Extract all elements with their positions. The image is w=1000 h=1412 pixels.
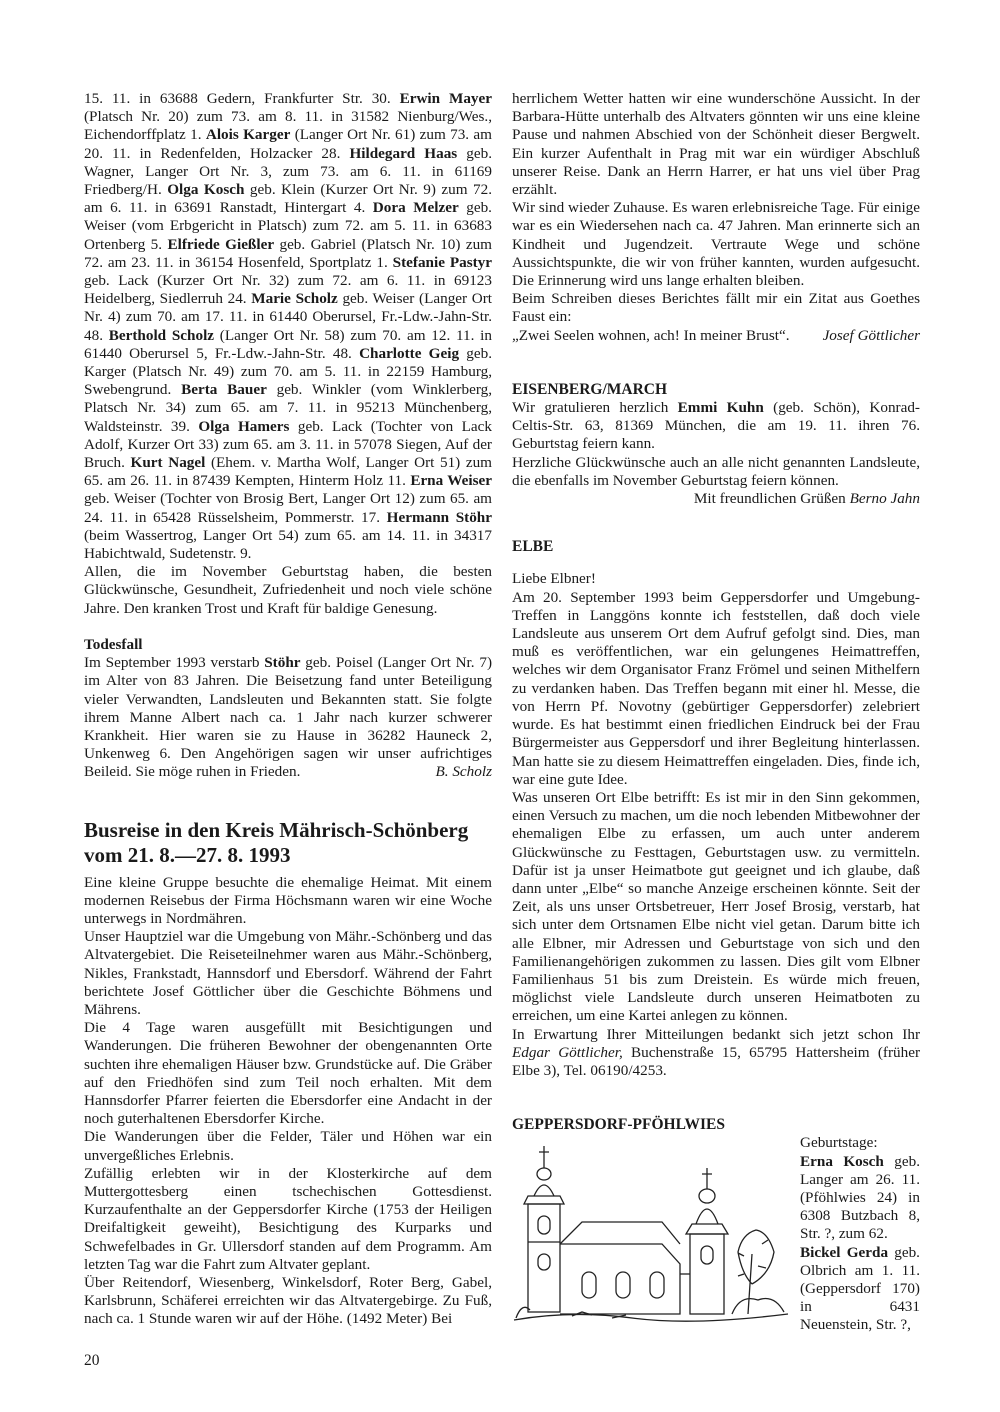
busreise-paragraph: Die Wanderungen über die Felder, Täler und Höhen war ein unvergeßliches Erlebnis. xyxy=(84,1128,492,1164)
eisenberg-closing: Mit freundlichen Grüßen Berno Jahn xyxy=(693,490,920,508)
birthday-name: Marie Scholz xyxy=(251,290,338,308)
busreise-paragraph: Zufällig erlebten wir in der Klosterkirche auf dem Muttergottesberg einen tschechischen Gottesdienst. Kurzaufenthalte an der Geppersdorfer Kirche (1753 der Heiligen Dreifaltigkeit geweiht), Besichtigung des Kurparks und Schwefelbades in Gr. Ullersdorf standen auf dem Programm. Am letzten Tag war die Fahrt zum Altvater geplant. xyxy=(84,1164,492,1273)
geppersdorf-heading: GEPPERSDORF-PFÖHLWIES xyxy=(512,1116,726,1134)
goethe-quote: „Zwei Seelen wohnen, ach! In meiner Brust“. Josef Göttlicher xyxy=(512,326,920,344)
birthday-name: Erwin Mayer xyxy=(399,90,492,107)
geppersdorf-label: Geburtstage: xyxy=(800,1134,878,1152)
birthday-details: (Langer Ort Nr. 61) zum 73. am 20. 11. in Redenfelden, Holzacker 28. xyxy=(84,126,492,162)
busreise-title-line2: vom 21. 8.—27. 8. 1993 xyxy=(84,842,291,867)
birthday-details: geb. Weiser (Langer Ort Nr. 4) zum 70. am 17. 11. in 61440 Oberursel, Fr.-Ldw.-Jahn-Str. 48. xyxy=(84,290,492,344)
birthday-name: Kurt Nagel xyxy=(130,454,206,472)
birthday-details: geb. Winkler (vom Winklerberg, Platsch Nr. 34) zum 65. am 7. 11. in 95213 Münchenberg, Waldsteinstr. 39. xyxy=(84,381,492,435)
birthday-name: Hildegard Haas xyxy=(349,144,458,162)
eisenberg-signature: Berno Jahn xyxy=(849,490,920,508)
page-number: 20 xyxy=(84,1352,100,1369)
deceased-name: Stöhr xyxy=(264,654,301,672)
busreise-paragraph: Unser Hauptziel war die Umgebung von Mähr.-Schönberg und das Altvatergebiet. Die Reiseteilnehmer waren aus Mähr.-Schönberg, Nikles, Frankstadt, Hannsdorf und Ebersdorf. Während der Fahrt berichtete Josef Göttlicher über die Geschichte Böhmens und Mährens. xyxy=(84,928,492,1018)
birthday-name: Dora Melzer xyxy=(372,199,459,217)
birthday-name: Stefanie Pastyr xyxy=(392,253,492,271)
geppersdorf-birthdays xyxy=(800,1134,920,1334)
busreise-paragraph: Über Reitendorf, Wiesenberg, Winkelsdorf, Roter Berg, Gabel, Karlsbrunn, Schäferei erreichten wir das Altvatergebirge. Zu Fuß, nach ca. 1 Stunde waren wir auf der Höhe. (1492 Meter) Bei xyxy=(84,1273,492,1328)
birthday-details: geb. Wagner, Langer Ort Nr. 3, zum 73. am 6. 11. in 61169 Friedberg/H. xyxy=(84,144,492,199)
birthday-details: geb. Karger (Platsch Nr. 49) zum 70. am 5. 11. in 22159 Hamburg, Swebengrund. xyxy=(84,344,492,399)
birthday-details: (Ehem. v. Martha Wolf, Langer Ort 51) zum 65. am 26. 11. in 87439 Kempten, Hinterm Holz 11. xyxy=(84,454,492,490)
birthday-details: geb. Weiser (vom Erbgericht in Platsch) zum 72. am 5. 11. in 63683 Ortenberg 5. xyxy=(84,199,492,253)
birthday-name: Olga Kosch xyxy=(167,181,245,199)
busreise-paragraph: Eine kleine Gruppe besuchte die ehemalige Heimat. Mit einem modernen Reisebus der Firma Höchsmann waren wir eine Woche unterwegs in Nordmähren. xyxy=(84,873,492,927)
elbe-paragraph: Am 20. September 1993 beim Geppersdorfer und Umgebung-Treffen in Langgöns konnte ich feststellen, daß doch viele Landsleute aus unserem Ort dem Aufruf gefolgt sind. Dies, man muß es veröffentlichen, war ein gelungenes Heimattreffen, welches wir dem Organisator Franz Frömel und seinen Mithelfern zu verdanken haben. Das Treffen begann mit einer hl. Messe, die von Herrn Pf. Novotny (gebürtiger Geppersdorfer) zelebriert wurde. Es hat bestimmt einen friedlichen Eindruck bei der Frau Bürgermeister aus Geppersdorf und ihrer Begleitung hinterlassen. Man hatte sie zu diesem Heimattreffen eingeladen. Dies, finde ich, war eine gute Idee. xyxy=(512,588,920,788)
elbe-salutation: Liebe Elbner! xyxy=(512,570,596,588)
elbe-paragraph: Was unseren Ort Elbe betrifft: Es ist mir in den Sinn gekommen, einen Versuch zu machen, um die noch lebenden Mitbewohner der ehemaligen Elbe zu erfassen, um auch unter anderem Glückwünsche zu Festtagen, Geburtstagen usw. zu vermitteln. Dafür ist ja unser Heimatbote gut geeignet und ich glaube, daß dann unter „Elbe“ so manche Anzeige erscheinen könnte. Seit der Zeit, als uns unser Ortsbetreuer, Herr Josef Brosig, verstarb, hat sich unter dem Ortsnamen Elbe nicht viel getan. Darum bitte ich alle Elbner, mir Adressen und Geburtstage von sich und den Familienangehörigen zukommen zu lassen. Dies gilt vom Elbner Familienhaus 51 bis zum Dreistein. Es würde mich freuen, möglichst viele Landsleute durch unseren Heimatboten zu erreichen, um eine Kartei anlegen zu können. xyxy=(512,788,920,1025)
birthday-details: geb. Weiser (Tochter von Brosig Bert, Langer Ort 12) zum 65. am 24. 11. in 65428 Rüsselsheim, Pommerstr. 17. xyxy=(84,490,492,526)
elbe-author: Edgar Göttlicher, xyxy=(512,1043,623,1061)
birthday-name: Elfriede Gießler xyxy=(167,235,275,253)
busreise-continued: Beim Schreiben dieses Berichtes fällt mir ein Zitat aus Goethes Faust ein: xyxy=(512,290,920,326)
birthday-details: (Platsch Nr. 20) zum 73. am 8. 11. in 31582 Nienburg/Wes., Eichendorffplatz 1. xyxy=(84,108,492,144)
elbe-paragraph: In Erwartung Ihrer Mitteilungen bedankt sich jetzt schon Ihr Edgar Göttlicher, Buchenstraße 15, 65795 Hattersheim (früher Elbe 3), Tel. 06190/4253. xyxy=(512,1025,920,1079)
geppersdorf-entry: Erna Kosch geb. Langer am 26. 11. (Pföhlwies 24) in 6308 Butzbach 8, Str. ?, zum 62. xyxy=(800,1152,920,1243)
birthday-details: 15. 11. in 63688 Gedern, Frankfurter Str. 30. xyxy=(84,90,400,107)
birthday-name: Charlotte Geig xyxy=(359,344,460,362)
eisenberg-text: Wir gratulieren herzlich Emmi Kuhn (geb. Schön), Konrad-Celtis-Str. 63, 81369 München, die am 19. 11. ihren 76. Geburtstag feiern kann. xyxy=(512,399,920,453)
birthday-details: geb. Klein (Kurzer Ort Nr. 9) zum 72. am 6. 11. in 63691 Ranstadt, Hintergart 4. xyxy=(84,181,492,217)
todesfall-text: Im September 1993 verstarb Stöhr geb. Poisel (Langer Ort Nr. 7) im Alter von 83 Jahren. Die Beisetzung fand unter Beteiligung vieler Verwandten, Landsleuten und Bekannten statt. Sie folgte ihrem Manne Albert nach ca. 1 Jahr nach kurzer schwerer Krankheit. Hier waren sie zu Hause in 36282 Hauneck 2, Unkenweg 6. Den Angehörigen sagen wir unser aufrichtiges Beileid. Sie möge ruhen in Frieden. B. Scholz xyxy=(84,654,492,781)
busreise-continued: herrlichem Wetter hatten wir eine wunderschöne Aussicht. In der Barbara-Hütte unterhalb des Altvaters gönnten wir uns eine kleine Pause und nahmen Abschied von der Schönheit dieser Bergwelt. Ein kurzer Aufenthalt in Prag mit war ein würdiger Abschluß unserer Reise. Dank an Herrn Harrer, er hat uns viel über Prag erzählt. xyxy=(512,90,920,199)
birthday-details: geb. Lack (Tochter von Lack Adolf, Kurzer Ort 33) zum 65. am 3. 11. in 57078 Siegen, Auf der Bruch. xyxy=(84,417,493,472)
birthday-name: Berthold Scholz xyxy=(108,326,215,344)
geppersdorf-name: Bickel Gerda xyxy=(800,1243,889,1261)
eisenberg-heading: EISENBERG/MARCH xyxy=(512,380,668,398)
busreise-continued: Wir sind wieder Zuhause. Es waren erlebnisreiche Tage. Für einige war es ein Wiedersehen nach ca. 47 Jahren. Man erinnerte sich an Kindheit und Jugendzeit. Vertraute Wege und schöne Aussichtspunkte, die wir von früher kannten, wurden aufgesucht. Die Erinnerung wird uns lange erhalten bleiben. xyxy=(512,199,920,290)
birthday-name: Erna Weiser xyxy=(410,472,493,490)
busreise-title-line1: Busreise in den Kreis Mährisch-Schönberg xyxy=(84,817,469,842)
geppersdorf-entry: Bickel Gerda geb. Olbrich am 1. 11. (Geppersdorf 170) in 6431 Neuenstein, Str. ?, xyxy=(800,1243,920,1334)
busreise-paragraph: Die 4 Tage waren ausgefüllt mit Besichtigungen und Wanderungen. Die früheren Bewohner der obengenannten Orte suchten ihre ehemaligen Häuser bzw. Grundstücke auf. Die Gräber auf den Friedhöfen sind zum Teil noch erhalten. Mit dem Hannsdorfer Pfarrer feierten die Ebersdorfer eine Andacht in der noch guterhaltenen Ebersdorfer Kirche. xyxy=(84,1019,492,1128)
birthday-name: Alois Karger xyxy=(205,126,291,144)
eisenberg-text-2: Herzliche Glückwünsche auch an alle nicht genannten Landsleute, die ebenfalls im November Geburtstag feiern können. xyxy=(512,453,920,489)
left-column xyxy=(84,90,492,1329)
birthday-name: Hermann Stöhr xyxy=(386,508,492,526)
quote-signature: Josef Göttlicher xyxy=(822,326,920,344)
elbe-heading: ELBE xyxy=(512,538,554,556)
eisenberg-name: Emmi Kuhn xyxy=(677,399,764,417)
birthday-list xyxy=(84,90,492,563)
todesfall-heading: Todesfall xyxy=(84,635,143,653)
birthday-name: Olga Hamers xyxy=(198,417,290,435)
birthday-details: (beim Wassertrog, Langer Ort 54) zum 65. am 14. 11. in 34317 Habichtwald, Sudetenstr. 9. xyxy=(84,526,492,563)
birthday-wishes: Allen, die im November Geburtstag haben, die besten Glückwünsche, Gesundheit, Zufriedenheit und noch viele schöne Jahre. Den kranken Trost und Kraft für baldige Genesung. xyxy=(84,563,492,617)
todesfall-signature: B. Scholz xyxy=(435,763,492,781)
geppersdorf-name: Erna Kosch xyxy=(800,1152,884,1170)
birthday-details: geb. Gabriel (Platsch Nr. 10) zum 72. am 23. 11. in 36154 Hosenfeld, Sportplatz 1. xyxy=(84,235,492,271)
birthday-details: geb. Lack (Kurzer Ort Nr. 32) zum 72. am 6. 11. in 69123 Heidelberg, Siedlerruh 24. xyxy=(84,272,492,308)
church-illustration xyxy=(512,1134,790,1324)
birthday-name: Berta Bauer xyxy=(181,381,267,399)
right-column xyxy=(512,90,920,1335)
birthday-details: (Langer Ort Nr. 58) zum 70. am 12. 11. in 61440 Oberursel 5, Fr.-Ldw.-Jahn-Str. 48. xyxy=(84,326,492,362)
